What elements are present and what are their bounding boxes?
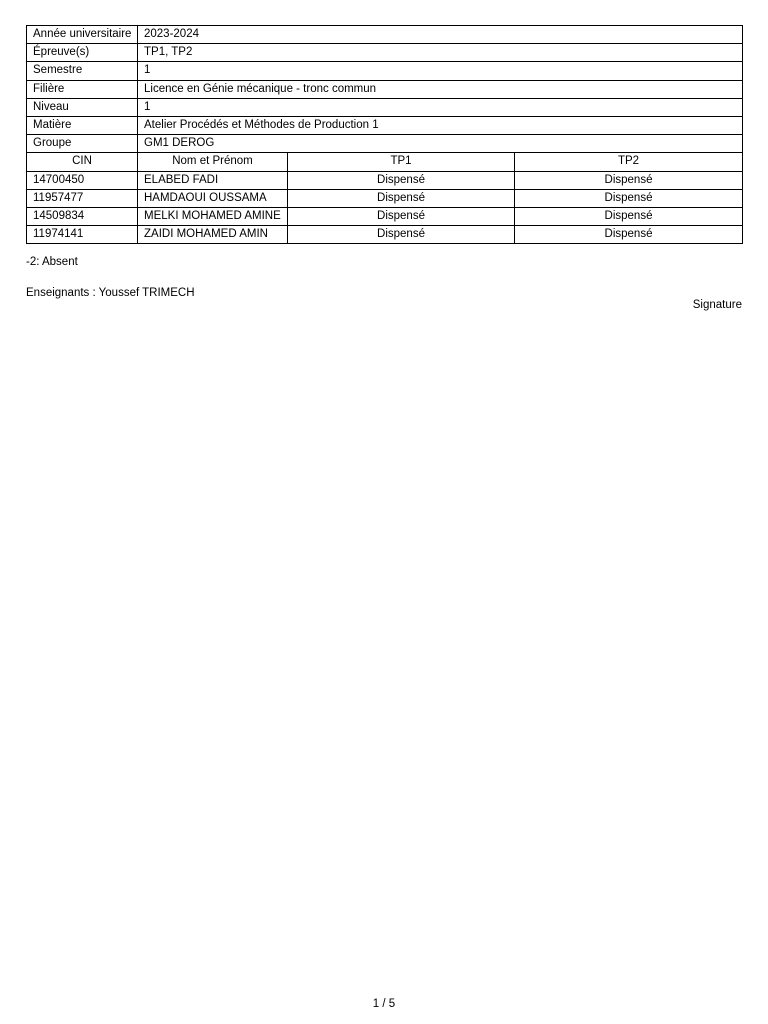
info-value: 2023-2024 [138,26,743,44]
signature-label: Signature [692,299,742,311]
results-sheet-table [26,25,743,244]
info-value: Atelier Procédés et Méthodes de Production 1 [138,116,743,134]
cin-cell: 14509834 [27,207,138,225]
tp1-cell: Dispensé [288,189,515,207]
tp1-cell: Dispensé [288,207,515,225]
name-cell: HAMDAOUI OUSSAMA [138,189,288,207]
table-row [27,189,743,207]
tp2-cell: Dispensé [515,189,743,207]
table-header-row [27,153,743,171]
cin-cell: 14700450 [27,171,138,189]
info-value: 1 [138,62,743,80]
name-cell: MELKI MOHAMED AMINE [138,207,288,225]
table-row [27,171,743,189]
page-number: 1 / 5 [372,998,396,1010]
info-label: Épreuve(s) [27,44,138,62]
info-label: Matière [27,116,138,134]
column-header-tp1: TP1 [288,153,515,171]
info-row-program [27,80,743,98]
tp2-cell: Dispensé [515,207,743,225]
info-label: Groupe [27,135,138,153]
table-row [27,207,743,225]
teachers-line: Enseignants : Youssef TRIMECH [26,287,195,299]
name-cell: ELABED FADI [138,171,288,189]
info-label: Année universitaire [27,26,138,44]
info-row-level [27,98,743,116]
tp1-cell: Dispensé [288,171,515,189]
absence-legend: -2: Absent [26,256,78,268]
info-row-subject [27,116,743,134]
info-label: Semestre [27,62,138,80]
info-row-academic-year [27,26,743,44]
column-header-name: Nom et Prénom [138,153,288,171]
cin-cell: 11957477 [27,189,138,207]
column-header-cin: CIN [27,153,138,171]
info-row-exams [27,44,743,62]
info-value: 1 [138,98,743,116]
tp2-cell: Dispensé [515,226,743,244]
cin-cell: 11974141 [27,226,138,244]
table-row [27,226,743,244]
info-value: GM1 DEROG [138,135,743,153]
name-cell: ZAIDI MOHAMED AMIN [138,226,288,244]
info-label: Filière [27,80,138,98]
info-row-semester [27,62,743,80]
info-value: Licence en Génie mécanique - tronc commun [138,80,743,98]
info-value: TP1, TP2 [138,44,743,62]
info-label: Niveau [27,98,138,116]
tp1-cell: Dispensé [288,226,515,244]
column-header-tp2: TP2 [515,153,743,171]
tp2-cell: Dispensé [515,171,743,189]
info-row-group [27,135,743,153]
